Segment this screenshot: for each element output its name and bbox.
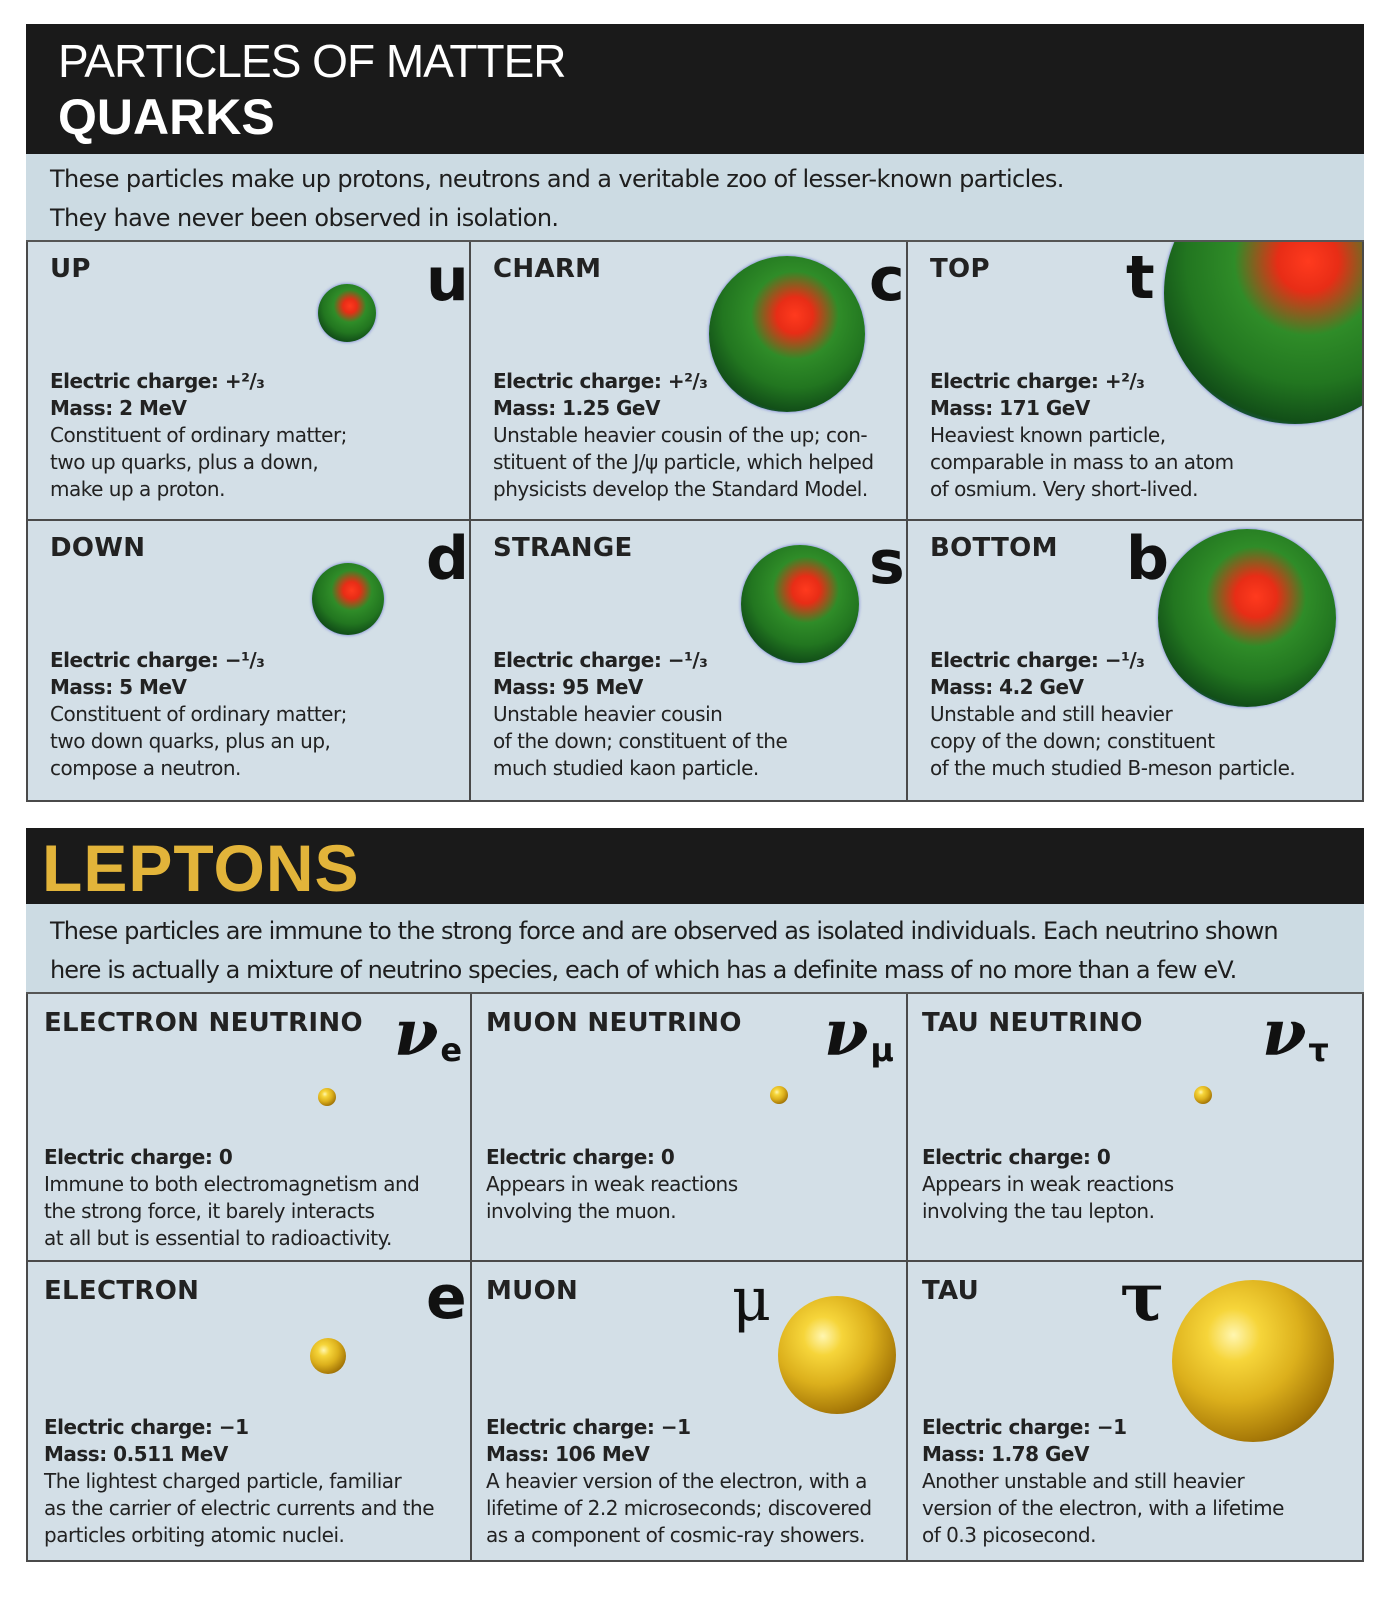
description-line: two down quarks, plus an up, bbox=[50, 729, 331, 753]
tau-neutrino-sphere bbox=[1194, 1086, 1212, 1104]
quark-cell-strange bbox=[471, 521, 908, 800]
particle-name: ELECTRON bbox=[44, 1276, 200, 1306]
particle-name: MUON NEUTRINO bbox=[486, 1008, 742, 1038]
electric-charge: Electric charge: −¹/₃ bbox=[493, 648, 708, 672]
electric-charge: Electric charge: +²/₃ bbox=[930, 369, 1145, 393]
particle-info bbox=[486, 1414, 872, 1549]
particle-name: MUON bbox=[486, 1276, 579, 1306]
electric-charge: Electric charge: −¹/₃ bbox=[930, 648, 1145, 672]
particle-symbol bbox=[1262, 996, 1329, 1071]
description-line: stituent of the J/ψ particle, which helped bbox=[493, 450, 874, 474]
particle-name: TAU bbox=[922, 1276, 980, 1306]
description-line: Unstable and still heavier bbox=[930, 702, 1173, 726]
muon-neutrino-sphere bbox=[770, 1086, 788, 1104]
description-line: Another unstable and still heavier bbox=[922, 1469, 1245, 1493]
description-line: Appears in weak reactions bbox=[922, 1172, 1174, 1196]
particle-symbol bbox=[824, 996, 894, 1071]
description-line: version of the electron, with a lifetime bbox=[922, 1496, 1284, 1520]
description-line: copy of the down; constituent bbox=[930, 729, 1215, 753]
electric-charge: Electric charge: +²/₃ bbox=[50, 369, 265, 393]
particle-info bbox=[922, 1414, 1284, 1549]
particle-symbol: s bbox=[869, 528, 905, 598]
electric-charge: Electric charge: −1 bbox=[486, 1415, 691, 1439]
particle-info bbox=[922, 1144, 1174, 1225]
electric-charge: Electric charge: 0 bbox=[44, 1145, 233, 1169]
particle-name: BOTTOM bbox=[930, 533, 1058, 563]
particle-name: DOWN bbox=[50, 533, 146, 563]
description-line: two up quarks, plus a down, bbox=[50, 450, 319, 474]
electric-charge: Electric charge: 0 bbox=[486, 1145, 675, 1169]
symbol-subscript: μ bbox=[870, 1031, 894, 1069]
mass: Mass: 0.511 MeV bbox=[44, 1442, 228, 1466]
mass: Mass: 5 MeV bbox=[50, 675, 187, 699]
intro-line: They have never been observed in isolation. bbox=[50, 204, 559, 232]
description-line: much studied kaon particle. bbox=[493, 756, 759, 780]
particle-name: TAU NEUTRINO bbox=[922, 1008, 1143, 1038]
particle-symbol: e bbox=[426, 1263, 467, 1333]
particle-name: CHARM bbox=[493, 254, 602, 284]
quark-cell-up bbox=[28, 242, 471, 521]
description-line: The lightest charged particle, familiar bbox=[44, 1469, 402, 1493]
description-line: Constituent of ordinary matter; bbox=[50, 702, 347, 726]
particle-info bbox=[493, 368, 874, 503]
leptons-grid bbox=[26, 994, 1364, 1560]
particle-symbol: c bbox=[869, 245, 905, 315]
particle-symbol: b bbox=[1126, 524, 1169, 594]
mass: Mass: 1.25 GeV bbox=[493, 396, 660, 420]
symbol-subscript: e bbox=[440, 1031, 463, 1069]
quarks-grid bbox=[26, 242, 1364, 800]
electric-charge: Electric charge: −1 bbox=[44, 1415, 249, 1439]
section-supertitle: PARTICLES OF MATTER bbox=[58, 35, 566, 87]
muon-sphere bbox=[778, 1296, 896, 1414]
leptons-bottom-border bbox=[26, 1560, 1364, 1562]
strange-quark-sphere bbox=[741, 545, 859, 663]
description-line: the strong force, it barely interacts bbox=[44, 1199, 375, 1223]
electric-charge: Electric charge: −¹/₃ bbox=[50, 648, 265, 672]
particle-info bbox=[50, 368, 347, 503]
nu-glyph: ν bbox=[1262, 996, 1307, 1071]
description-line: comparable in mass to an atom bbox=[930, 450, 1234, 474]
description-line: lifetime of 2.2 microseconds; discovered bbox=[486, 1496, 872, 1520]
description-line: as a component of cosmic-ray showers. bbox=[486, 1523, 865, 1547]
lepton-cell-electron-neutrino bbox=[28, 994, 472, 1262]
particle-info bbox=[930, 368, 1234, 503]
electron-neutrino-sphere bbox=[318, 1088, 336, 1106]
symbol-subscript: τ bbox=[1308, 1031, 1329, 1069]
electric-charge: Electric charge: 0 bbox=[922, 1145, 1111, 1169]
down-quark-sphere bbox=[312, 563, 384, 635]
quark-cell-top bbox=[908, 242, 1362, 521]
lepton-cell-muon bbox=[472, 1262, 908, 1560]
nu-glyph: ν bbox=[394, 996, 439, 1071]
particle-symbol: τ bbox=[1120, 1262, 1165, 1336]
mass: Mass: 1.78 GeV bbox=[922, 1442, 1089, 1466]
particle-info bbox=[44, 1414, 434, 1549]
description-line: involving the tau lepton. bbox=[922, 1199, 1155, 1223]
section-title: QUARKS bbox=[58, 89, 275, 145]
description-line: Constituent of ordinary matter; bbox=[50, 423, 347, 447]
particle-symbol: t bbox=[1126, 243, 1155, 313]
intro-line: here is actually a mixture of neutrino species, each of which has a definite mass of no more than a few eV. bbox=[50, 956, 1237, 984]
quarks-header bbox=[26, 24, 1364, 154]
mass: Mass: 171 GeV bbox=[930, 396, 1090, 420]
particle-info bbox=[50, 647, 347, 782]
particle-symbol: μ bbox=[732, 1265, 771, 1335]
description-line: Unstable heavier cousin bbox=[493, 702, 723, 726]
particle-info bbox=[44, 1144, 419, 1252]
description-line: Heaviest known particle, bbox=[930, 423, 1166, 447]
description-line: particles orbiting atomic nuclei. bbox=[44, 1523, 345, 1547]
particle-symbol: u bbox=[426, 245, 469, 315]
particle-info bbox=[493, 647, 787, 782]
mass: Mass: 106 MeV bbox=[486, 1442, 650, 1466]
intro-line: These particles make up protons, neutrons and a veritable zoo of lesser-known particles. bbox=[50, 165, 1064, 193]
lepton-cell-tau-neutrino bbox=[908, 994, 1362, 1262]
description-line: compose a neutron. bbox=[50, 756, 241, 780]
electric-charge: Electric charge: +²/₃ bbox=[493, 369, 708, 393]
electron-sphere bbox=[310, 1338, 346, 1374]
section-title: LEPTONS bbox=[42, 831, 360, 905]
nu-glyph: ν bbox=[824, 996, 869, 1071]
up-quark-sphere bbox=[318, 284, 376, 342]
description-line: of the much studied B-meson particle. bbox=[930, 756, 1296, 780]
lepton-cell-muon-neutrino bbox=[472, 994, 908, 1262]
mass: Mass: 4.2 GeV bbox=[930, 675, 1084, 699]
particle-symbol: d bbox=[426, 524, 469, 594]
description-line: Appears in weak reactions bbox=[486, 1172, 738, 1196]
quarks-bottom-border bbox=[26, 800, 1364, 802]
description-line: A heavier version of the electron, with a bbox=[486, 1469, 867, 1493]
particle-name: TOP bbox=[930, 254, 990, 284]
description-line: as the carrier of electric currents and the bbox=[44, 1496, 435, 1520]
quark-cell-bottom bbox=[908, 521, 1362, 800]
electric-charge: Electric charge: −1 bbox=[922, 1415, 1127, 1439]
description-line: physicists develop the Standard Model. bbox=[493, 477, 868, 501]
particle-name: ELECTRON NEUTRINO bbox=[44, 1008, 363, 1038]
particle-name: UP bbox=[50, 254, 91, 284]
description-line: of the down; constituent of the bbox=[493, 729, 788, 753]
description-line: of osmium. Very short-lived. bbox=[930, 477, 1198, 501]
quark-cell-down bbox=[28, 521, 471, 800]
description-line: of 0.3 picosecond. bbox=[922, 1523, 1096, 1547]
particle-info bbox=[486, 1144, 738, 1225]
description-line: Unstable heavier cousin of the up; con- bbox=[493, 423, 868, 447]
particle-name: STRANGE bbox=[493, 533, 633, 563]
lepton-cell-electron bbox=[28, 1262, 472, 1560]
particle-info bbox=[930, 647, 1295, 782]
leptons-section bbox=[26, 828, 1364, 1562]
particle-symbol bbox=[394, 996, 463, 1071]
intro-line: These particles are immune to the strong force and are observed as isolated individuals. Each neutrino shown bbox=[50, 917, 1278, 945]
quarks-section bbox=[26, 24, 1364, 802]
leptons-header bbox=[26, 828, 1364, 904]
description-line: involving the muon. bbox=[486, 1199, 677, 1223]
description-line: at all but is essential to radioactivity. bbox=[44, 1226, 392, 1250]
quark-cell-charm bbox=[471, 242, 908, 521]
description-line: make up a proton. bbox=[50, 477, 225, 501]
lepton-cell-tau bbox=[908, 1262, 1362, 1560]
quarks-intro bbox=[26, 154, 1364, 242]
mass: Mass: 2 MeV bbox=[50, 396, 187, 420]
description-line: Immune to both electromagnetism and bbox=[44, 1172, 420, 1196]
mass: Mass: 95 MeV bbox=[493, 675, 643, 699]
leptons-intro bbox=[26, 904, 1364, 994]
